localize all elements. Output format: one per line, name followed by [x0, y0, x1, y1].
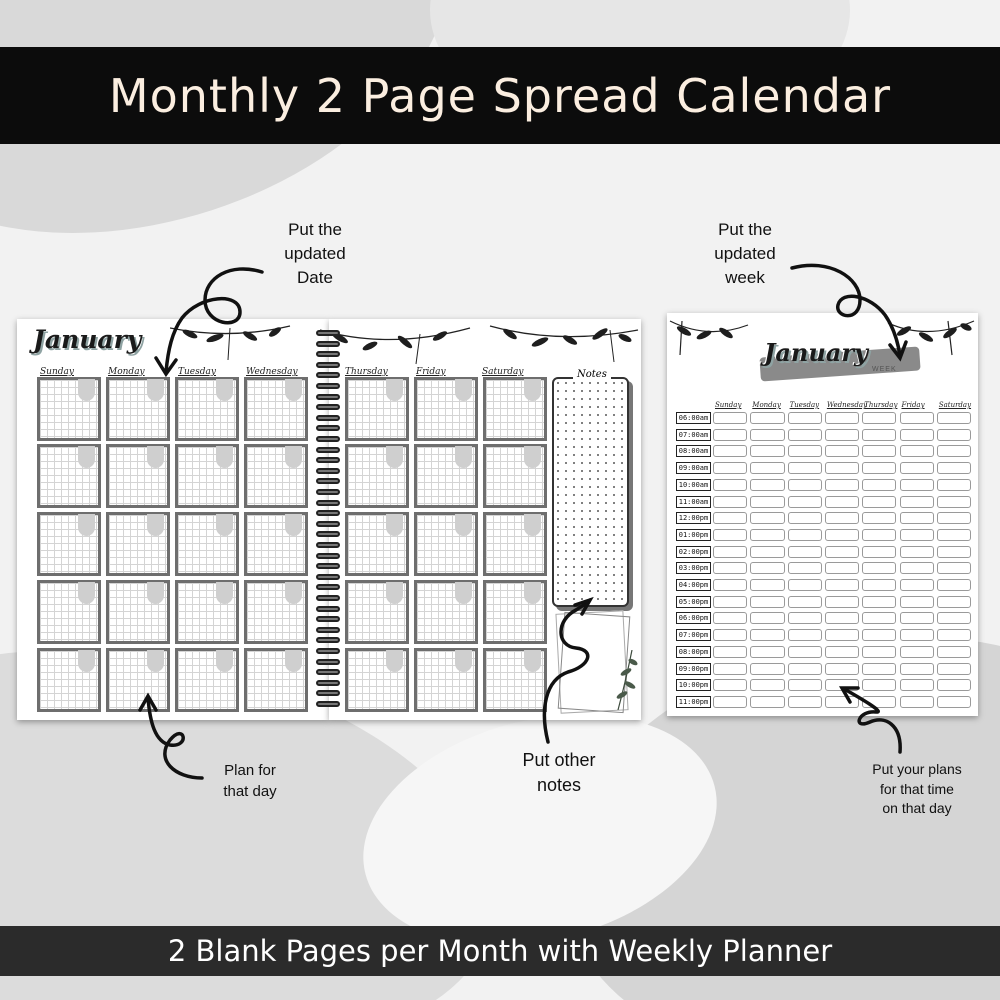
time-label: 07:00am: [676, 429, 711, 441]
callout-plan: Plan for that day: [223, 762, 277, 800]
weekly-day-header: Saturday: [938, 401, 972, 409]
time-label: 05:00pm: [676, 596, 711, 608]
weekly-day-header: Friday: [901, 401, 925, 409]
callout-date: Put the updated Date: [284, 220, 346, 287]
time-label: 08:00pm: [676, 646, 711, 658]
weekly-day-header: Tuesday: [789, 401, 820, 409]
time-label: 04:00pm: [676, 579, 711, 591]
callout-week: Put the updated week: [714, 220, 776, 287]
day-header: Monday: [108, 367, 145, 377]
time-label: 10:00am: [676, 479, 711, 491]
time-label: 11:00am: [676, 496, 711, 508]
month-title: January: [33, 325, 142, 354]
time-label: 01:00pm: [676, 529, 711, 541]
callout-time: Put your plans for that time on that day: [872, 761, 962, 817]
time-label: 07:00pm: [676, 629, 711, 641]
weekly-day-header: Sunday: [715, 401, 742, 409]
weekly-month-title: January: [764, 338, 868, 367]
time-label: 06:00pm: [676, 612, 711, 624]
weekly-day-header: Monday: [752, 401, 781, 409]
time-label: 10:00pm: [676, 679, 711, 691]
time-label: 02:00pm: [676, 546, 711, 558]
day-header: Friday: [416, 367, 446, 377]
bottom-tagline: 2 Blank Pages per Month with Weekly Planner: [0, 926, 1000, 976]
time-label: 08:00am: [676, 445, 711, 457]
day-header: Wednesday: [246, 367, 298, 377]
time-label: 09:00am: [676, 462, 711, 474]
page-title: Monthly 2 Page Spread Calendar: [0, 47, 1000, 144]
time-label: 09:00pm: [676, 663, 711, 675]
week-label: WEEK: [872, 366, 897, 373]
notes-label: Notes: [573, 369, 611, 380]
time-label: 03:00pm: [676, 562, 711, 574]
weekly-day-header: Wednesday: [826, 401, 867, 409]
callout-notes: Put other notes: [522, 750, 596, 796]
time-label: 12:00pm: [676, 512, 711, 524]
time-label: 11:00pm: [676, 696, 711, 708]
day-header: Sunday: [40, 367, 74, 377]
day-header: Saturday: [482, 367, 524, 377]
day-header: Thursday: [345, 367, 388, 377]
day-header: Tuesday: [178, 367, 216, 377]
time-label: 06:00am: [676, 412, 711, 424]
weekly-day-header: Thursday: [864, 401, 898, 409]
